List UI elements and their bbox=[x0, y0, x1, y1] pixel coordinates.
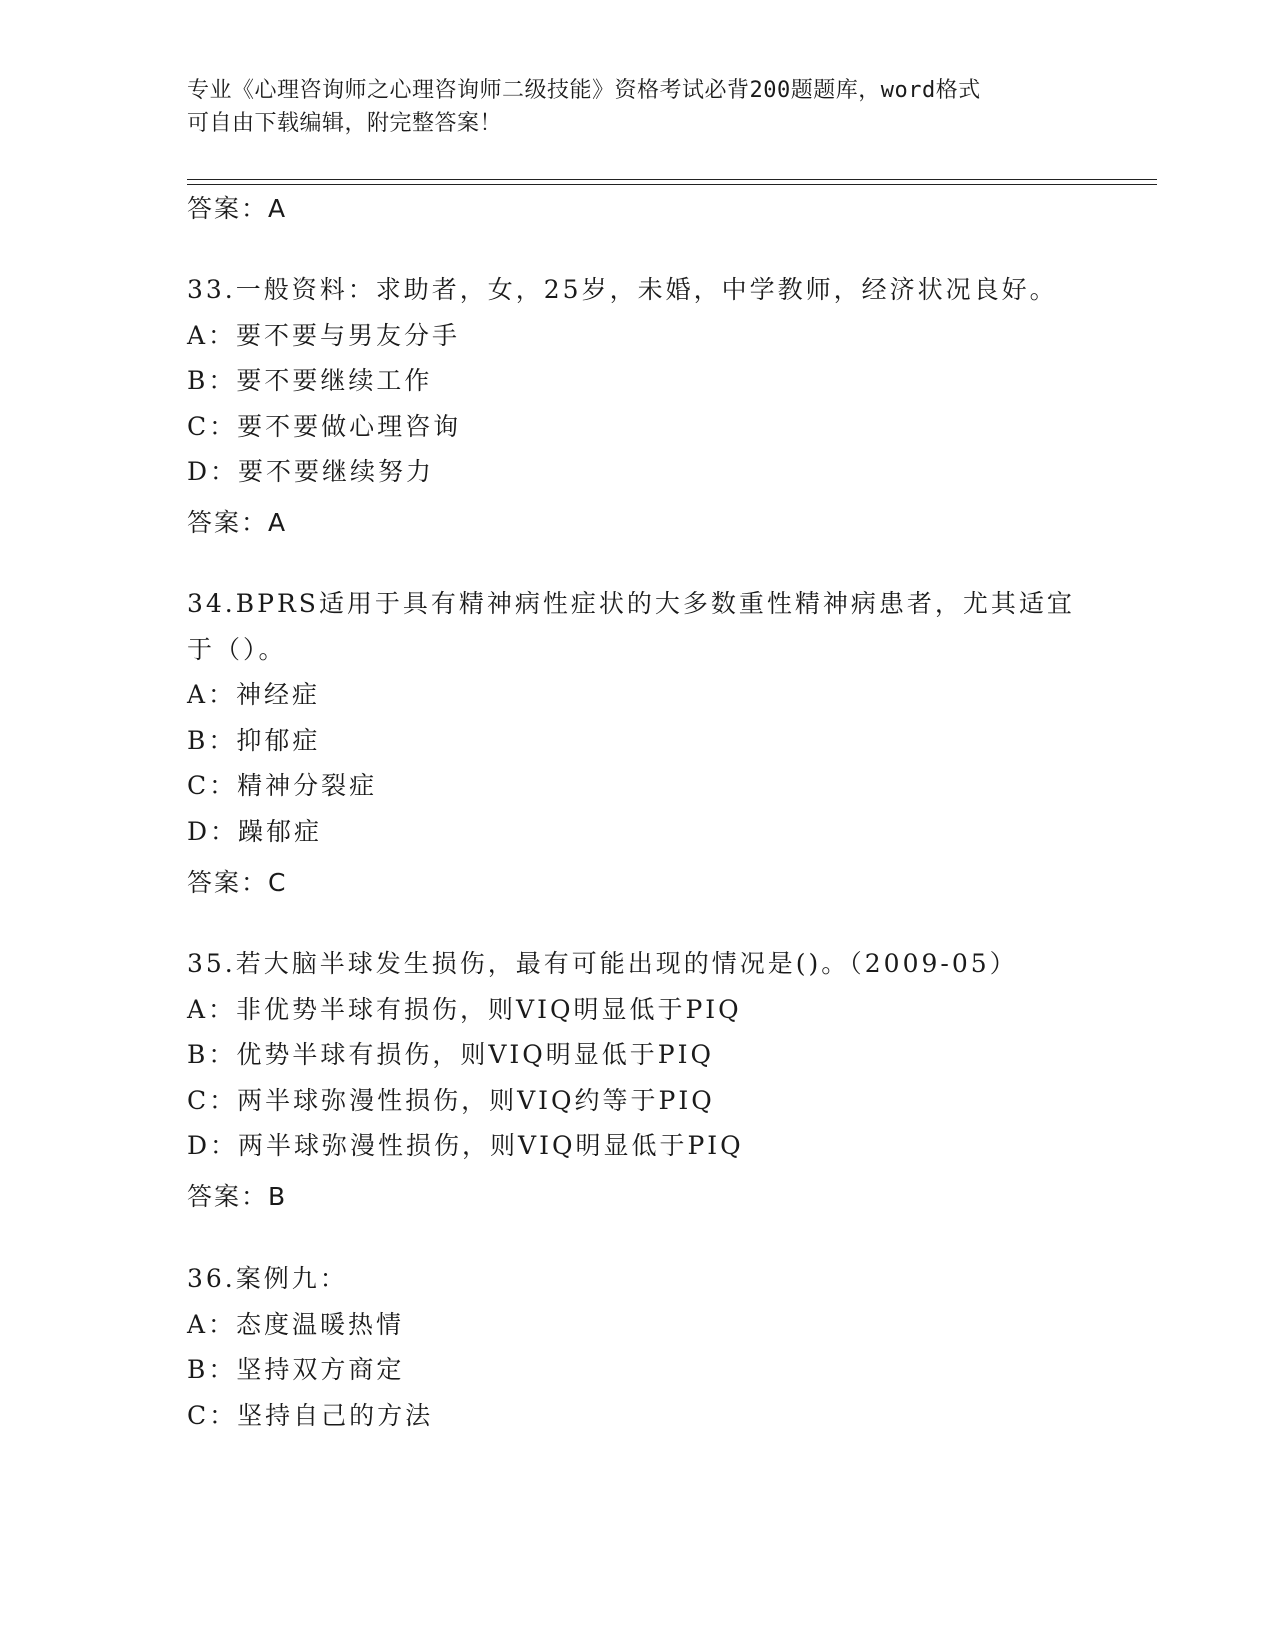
option-a: A：态度温暖热情 bbox=[187, 1309, 405, 1339]
document-header bbox=[187, 74, 1087, 140]
answer-line: 答案：C bbox=[187, 868, 288, 897]
question-35 bbox=[187, 941, 1087, 1169]
option-b: B：抑郁症 bbox=[187, 725, 321, 755]
question-stem: 33.一般资料：求助者，女，25岁，未婚，中学教师，经济状况良好。 bbox=[187, 275, 1058, 304]
option-d: D：躁郁症 bbox=[187, 816, 323, 846]
question-stem: 36.案例九： bbox=[187, 1264, 348, 1293]
answer-line: 答案：A bbox=[187, 508, 288, 537]
option-b: B：坚持双方商定 bbox=[187, 1355, 405, 1384]
question-36 bbox=[187, 1256, 1087, 1438]
question-33 bbox=[187, 267, 1087, 495]
option-d: D：要不要继续努力 bbox=[187, 457, 435, 486]
header-divider-bottom bbox=[187, 184, 1157, 185]
answer-line: 答案：A bbox=[187, 194, 288, 223]
option-c: C：两半球弥漫性损伤，则VIQ约等于PIQ bbox=[187, 1085, 715, 1115]
option-a: A：要不要与男友分手 bbox=[187, 320, 461, 350]
header-line-1: 专业《心理咨询师之心理咨询师二级技能》资格考试必背200题题库，word格式 bbox=[187, 78, 981, 103]
option-c: C：精神分裂症 bbox=[187, 771, 378, 800]
option-a: A：神经症 bbox=[187, 680, 321, 709]
option-a: A：非优势半球有损伤，则VIQ明显低于PIQ bbox=[187, 994, 742, 1024]
header-line-2: 可自由下载编辑，附完整答案！ bbox=[187, 111, 503, 136]
question-stem: 34.BPRS适用于具有精神病性症状的大多数重性精神病患者，尤其适宜 bbox=[187, 589, 1075, 618]
option-b: B：优势半球有损伤，则VIQ明显低于PIQ bbox=[187, 1040, 714, 1069]
header-divider-top bbox=[187, 179, 1157, 180]
option-d: D：两半球弥漫性损伤，则VIQ明显低于PIQ bbox=[187, 1131, 744, 1160]
option-c: C：要不要做心理咨询 bbox=[187, 411, 462, 441]
question-stem-continued: 于（）。 bbox=[187, 634, 287, 664]
question-34 bbox=[187, 581, 1087, 854]
option-b: B：要不要继续工作 bbox=[187, 366, 433, 395]
answer-line: 答案：B bbox=[187, 1182, 288, 1211]
option-c: C：坚持自己的方法 bbox=[187, 1400, 434, 1430]
question-stem: 35.若大脑半球发生损伤，最有可能出现的情况是()。（2009-05） bbox=[187, 949, 1018, 978]
